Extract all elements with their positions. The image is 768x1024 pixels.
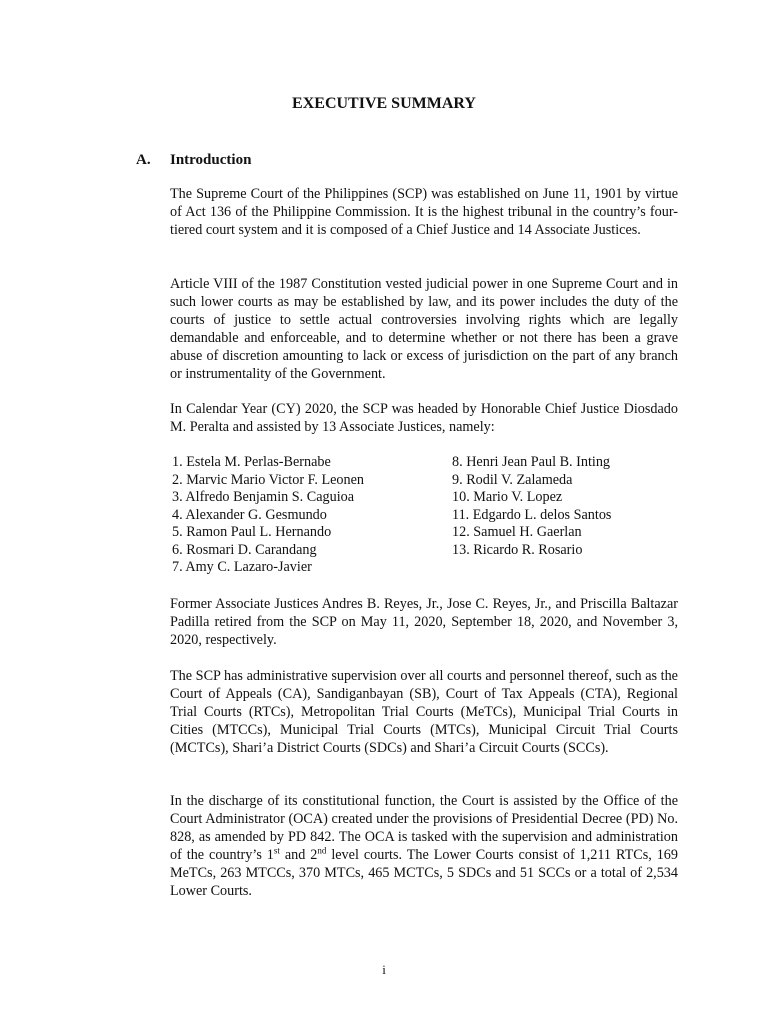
list-item: 3. Alfredo Benjamin S. Caguioa (172, 489, 355, 505)
paragraph-oca (170, 792, 678, 900)
list-item: 2. Marvic Mario Victor F. Leonen (172, 471, 364, 488)
page-number: i (382, 962, 386, 977)
justices-list-left (172, 454, 364, 577)
superscript-st: st (273, 845, 280, 856)
paragraph-administrative-supervision: The SCP has administrative supervision over all courts and personnel thereof, such as the Court of Appeals (CA), Sandiganbayan (SB), Court of Tax Appeals (CTA), Regional Trial Courts (RTCs), Metropolitan Trial Courts (MeTCs), Municipal Trial Courts in Cities (MTCCs), Municipal Trial Courts (MTCs), Municipal Circuit Trial Courts (MCTCs), Shari’a District Courts (SDCs) and Shari’a Circuit Courts (SCCs). (170, 668, 678, 756)
list-item: 10. Mario V. Lopez (452, 489, 563, 505)
section-number: A. (136, 152, 151, 168)
list-item: 1. Estela M. Perlas-Bernabe (172, 454, 331, 470)
list-item: 12. Samuel H. Gaerlan (452, 524, 582, 540)
list-item: 5. Ramon Paul L. Hernando (172, 524, 332, 540)
section-title: Introduction (170, 152, 252, 168)
oca-text-part3: level courts. The Lower Courts consist of 1,211 RTCs, 169 MeTCs, 263 MTCCs, 370 MTCs, 465 MCTCs, 5 SDCs and 51 SCCs or a total of 2,534 Lower Courts. (170, 847, 678, 899)
oca-text-part1: In the discharge of its constitutional function, the Court is assisted by the Office of the Court Administrator (OCA) created under the provisions of Presidential Decree (PD) No. 828, as amended by PD 842. The OCA is tasked with the supervision and administration of the country’s 1 (170, 793, 678, 863)
superscript-nd: nd (317, 845, 327, 856)
paragraph-article-viii: Article VIII of the 1987 Constitution vested judicial power in one Supreme Court and in such lower courts as may be established by law, and its power includes the duty of the courts of justice to settle actual controversies involving rights which are legally demandable and enforceable, and to determine whether or not there has been a grave abuse of discretion amounting to lack or excess of jurisdiction on the part of any branch or instrumentality of the Government. (170, 276, 678, 382)
page-title: EXECUTIVE SUMMARY (292, 95, 476, 112)
oca-text-part2: and 2 (279, 847, 318, 863)
paragraph-calendar-year: In Calendar Year (CY) 2020, the SCP was headed by Honorable Chief Justice Diosdado M. Peralta and assisted by 13 Associate Justices, namely: (170, 401, 678, 435)
list-item: 13. Ricardo R. Rosario (452, 541, 583, 558)
paragraph-retired-justices: Former Associate Justices Andres B. Reyes, Jr., Jose C. Reyes, Jr., and Priscilla Baltazar Padilla retired from the SCP on May 11, 2020, September 18, 2020, and November 3, 2020, respectively. (170, 596, 678, 648)
list-item: 8. Henri Jean Paul B. Inting (452, 454, 611, 470)
list-item: 11. Edgardo L. delos Santos (452, 506, 612, 523)
list-item: 7. Amy C. Lazaro-Javier (172, 559, 312, 575)
list-item: 6. Rosmari D. Carandang (172, 541, 317, 558)
justices-list-right (452, 454, 611, 559)
list-item: 9. Rodil V. Zalameda (452, 471, 573, 488)
list-item: 4. Alexander G. Gesmundo (172, 506, 327, 523)
paragraph-establishment: The Supreme Court of the Philippines (SCP) was established on June 11, 1901 by virtue of Act 136 of the Philippine Commission. It is the highest tribunal in the country’s four-tiered court system and it is composed of a Chief Justice and 14 Associate Justices. (170, 186, 678, 238)
